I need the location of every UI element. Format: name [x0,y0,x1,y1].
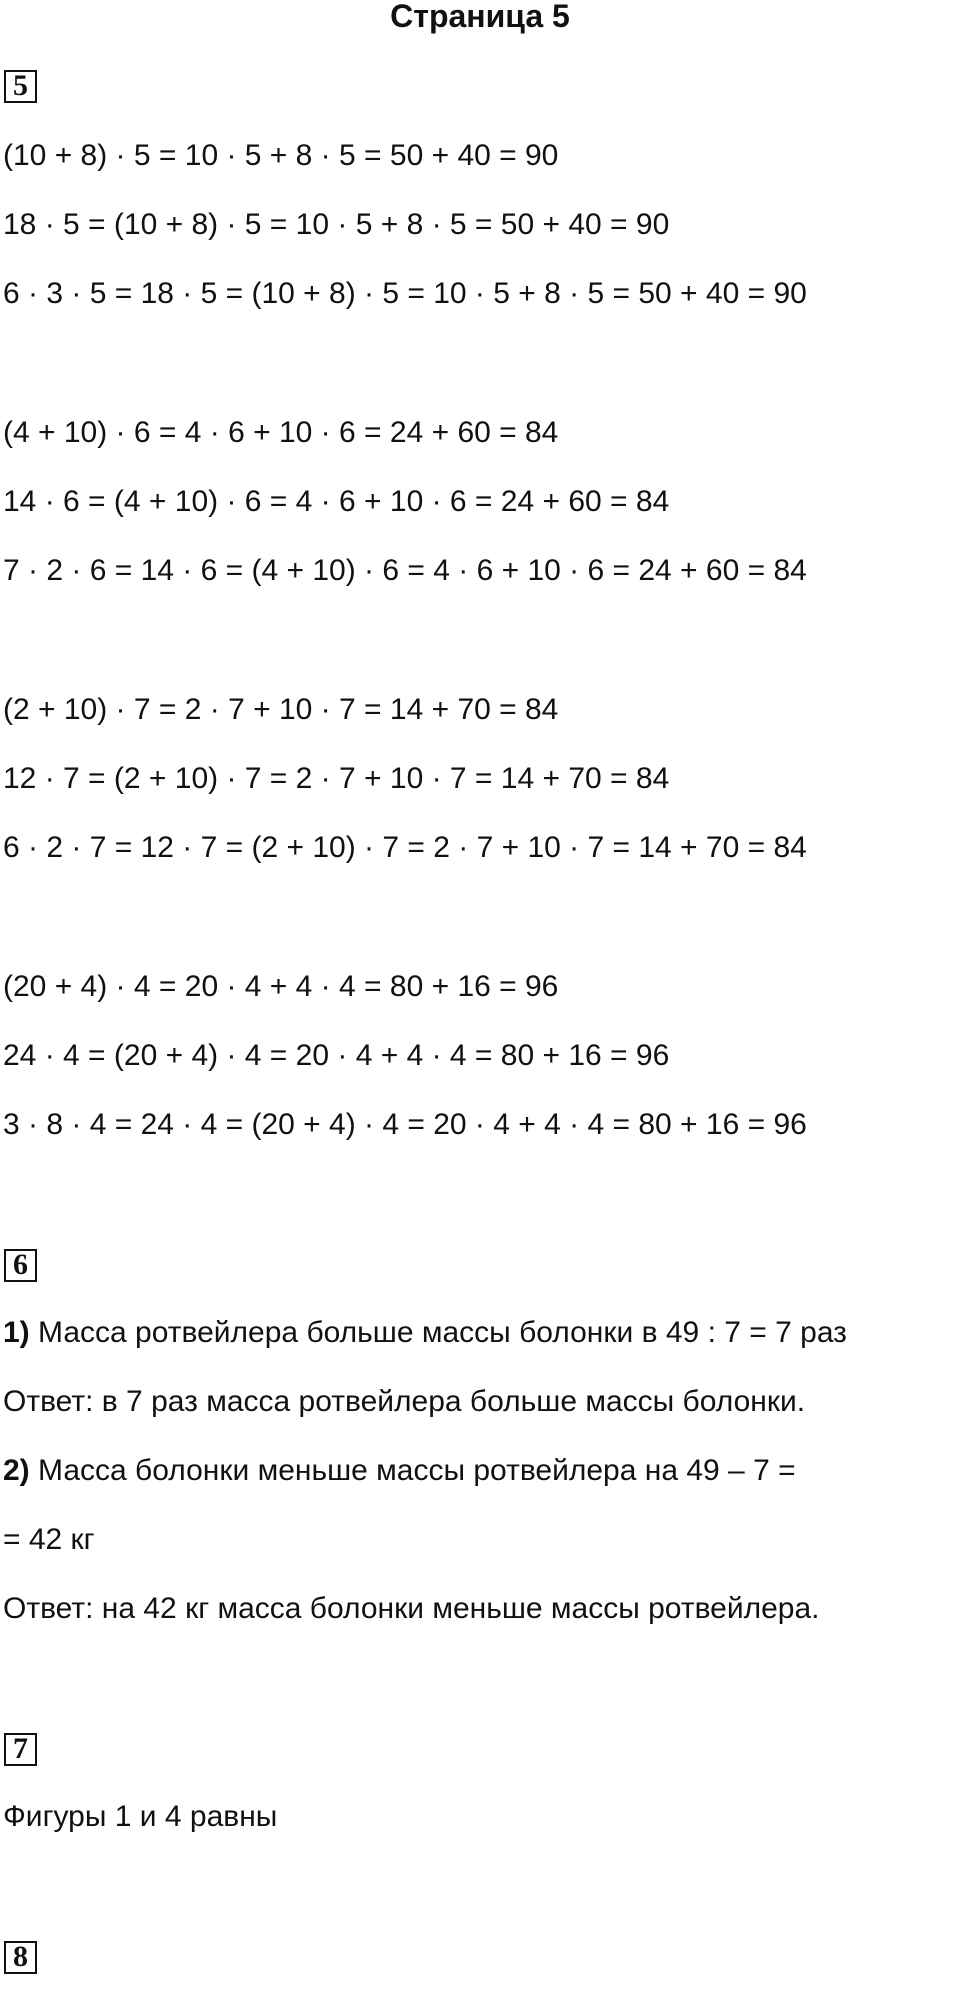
task-8-number: 8 [4,1941,37,1974]
task-5-line: 6 · 3 · 5 = 18 · 5 = (10 + 8) · 5 = 10 · 5 + 8 · 5 = 50 + 40 = 90 [3,277,807,310]
task-6-answer-2: Ответ: на 42 кг масса болонки меньше массы ротвейлера. [3,1592,820,1625]
task-6-part-2-text: Масса болонки меньше массы ротвейлера на 49 – 7 = [29,1454,796,1487]
task-5-line: 7 · 2 · 6 = 14 · 6 = (4 + 10) · 6 = 4 · 6 + 10 · 6 = 24 + 60 = 84 [3,554,807,587]
task-5-line: 3 · 8 · 4 = 24 · 4 = (20 + 4) · 4 = 20 · 4 + 4 · 4 = 80 + 16 = 96 [3,1108,807,1141]
task-6-part-2-continuation: = 42 кг [3,1523,95,1556]
task-5-line: (4 + 10) · 6 = 4 · 6 + 10 · 6 = 24 + 60 = 84 [3,416,559,449]
task-6-answer-1: Ответ: в 7 раз масса ротвейлера больше массы болонки. [3,1385,806,1418]
task-6-part-2-label: 2) [3,1454,30,1487]
task-5-line: (20 + 4) · 4 = 20 · 4 + 4 · 4 = 80 + 16 = 96 [3,970,559,1003]
task-6-part-1 [3,1313,847,1353]
task-5-line: 12 · 7 = (2 + 10) · 7 = 2 · 7 + 10 · 7 = 14 + 70 = 84 [3,762,670,795]
task-6-part-2 [3,1451,796,1491]
task-5-line: 14 · 6 = (4 + 10) · 6 = 4 · 6 + 10 · 6 = 24 + 60 = 84 [3,485,670,518]
task-5-line: 24 · 4 = (20 + 4) · 4 = 20 · 4 + 4 · 4 = 80 + 16 = 96 [3,1039,670,1072]
task-5-number: 5 [4,70,37,103]
task-7-text: Фигуры 1 и 4 равны [3,1800,278,1833]
task-5-line: (10 + 8) · 5 = 10 · 5 + 8 · 5 = 50 + 40 = 90 [3,139,559,172]
task-6-number: 6 [4,1249,37,1282]
task-5-line: (2 + 10) · 7 = 2 · 7 + 10 · 7 = 14 + 70 = 84 [3,693,559,726]
task-6-part-1-label: 1) [3,1316,30,1349]
page-title: Страница 5 [390,0,570,34]
task-5-line: 6 · 2 · 7 = 12 · 7 = (2 + 10) · 7 = 2 · 7 + 10 · 7 = 14 + 70 = 84 [3,831,807,864]
task-7-number: 7 [4,1733,37,1766]
task-6-part-1-text: Масса ротвейлера больше массы болонки в 49 : 7 = 7 раз [29,1316,847,1349]
task-5-line: 18 · 5 = (10 + 8) · 5 = 10 · 5 + 8 · 5 = 50 + 40 = 90 [3,208,670,241]
